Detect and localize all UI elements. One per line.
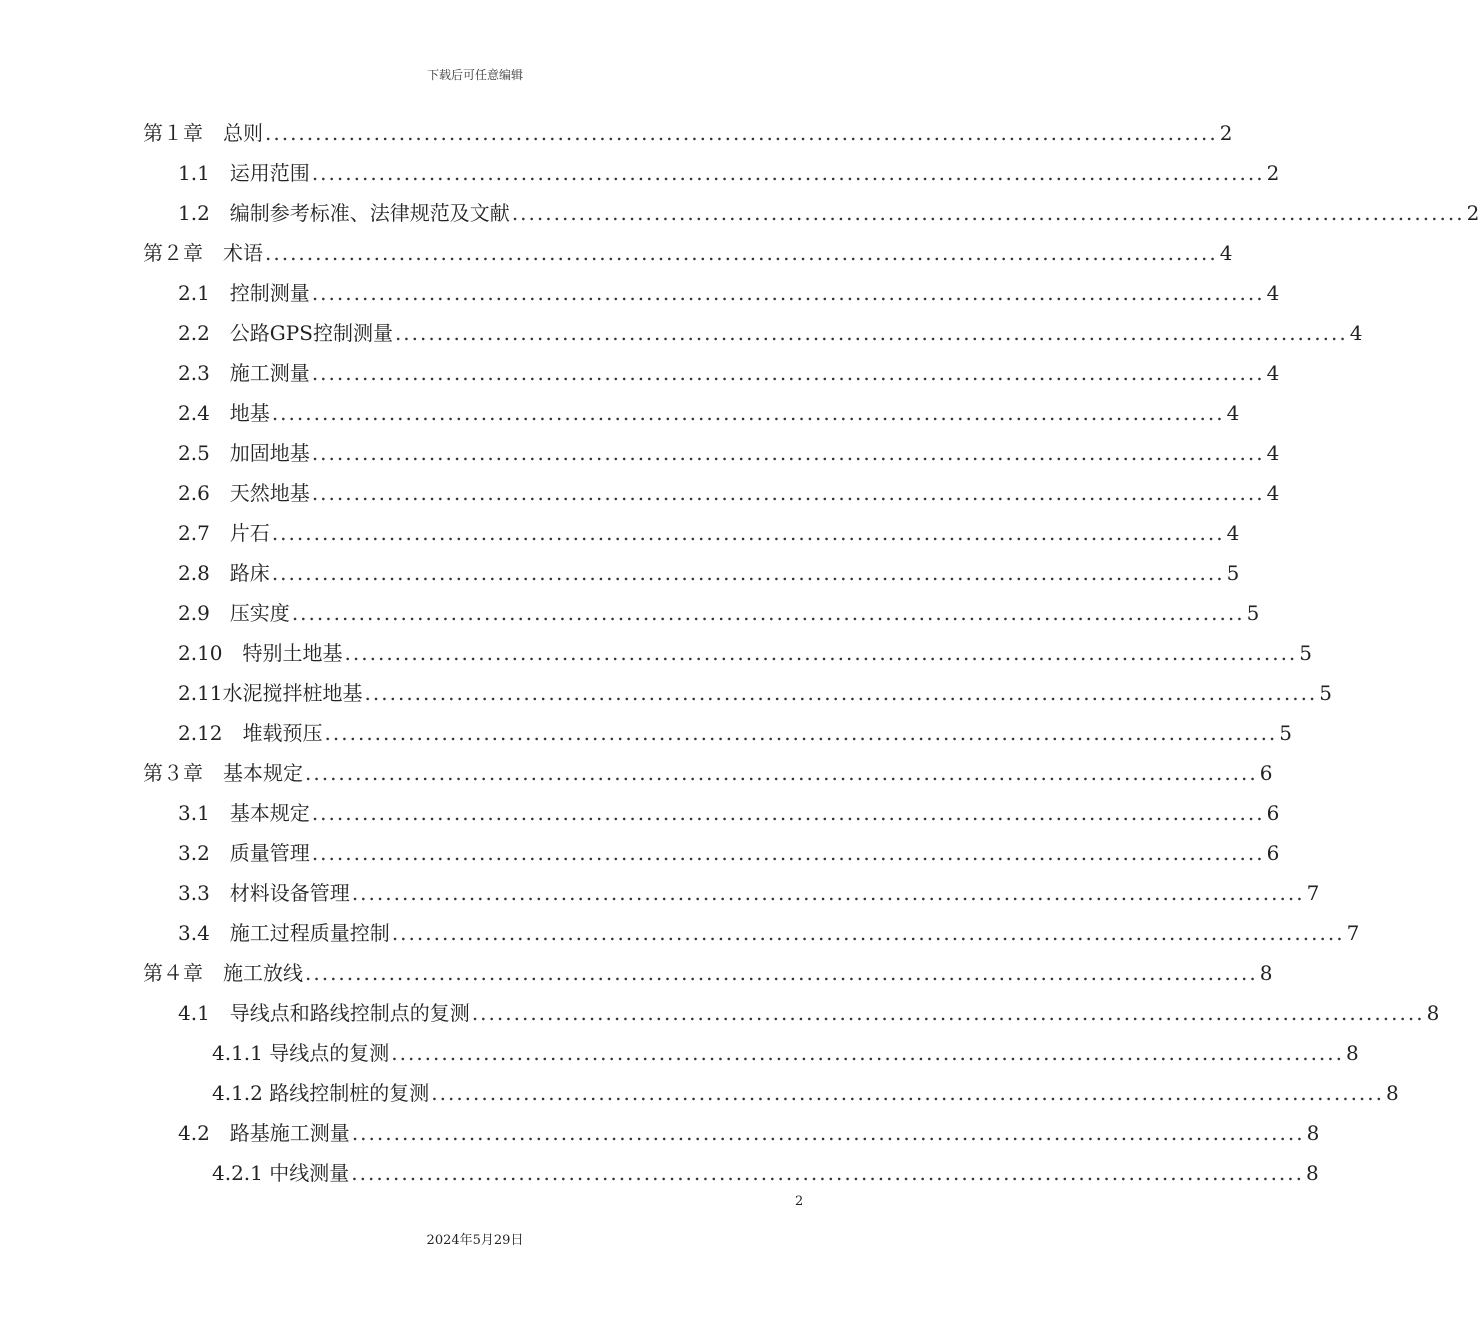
toc-entry[interactable]	[143, 753, 1273, 793]
toc-entry-page: 4	[1266, 361, 1280, 385]
toc-leader-dots: ..................................................................................................................	[351, 1121, 1305, 1145]
toc-entry-title: 2.10 特别土地基	[178, 641, 343, 665]
toc-leader-dots: ..................................................................................................................	[311, 361, 1265, 385]
toc-entry-page: 8	[1306, 1161, 1319, 1185]
toc-leader-dots: ..................................................................................................................	[271, 401, 1225, 425]
toc-entry-title: 4.1.2 路线控制桩的复测	[212, 1081, 430, 1105]
toc-leader-dots: ..................................................................................................................	[311, 161, 1265, 185]
toc-entry-title: 2.4 地基	[178, 401, 270, 425]
toc-entry[interactable]	[178, 913, 1360, 953]
toc-entry-title: 1.1 运用范围	[178, 161, 310, 185]
toc-entry-title: 第１章 总则	[143, 121, 263, 145]
toc-entry[interactable]	[143, 953, 1273, 993]
toc-entry-title: 2.1 控制测量	[178, 281, 310, 305]
toc-entry[interactable]	[178, 273, 1280, 313]
toc-entry[interactable]	[212, 1073, 1399, 1113]
toc-entry[interactable]	[178, 353, 1280, 393]
toc-entry[interactable]	[178, 833, 1280, 873]
toc-leader-dots: ..................................................................................................................	[344, 641, 1298, 665]
toc-leader-dots: ..................................................................................................................	[391, 1041, 1344, 1065]
toc-entry[interactable]	[178, 513, 1240, 553]
toc-entry-title: 2.3 施工测量	[178, 361, 310, 385]
toc-entry-page: 4	[1266, 441, 1280, 465]
toc-entry[interactable]	[178, 593, 1260, 633]
toc-leader-dots: ..................................................................................................................	[265, 241, 1218, 265]
toc-entry[interactable]	[178, 193, 1479, 233]
toc-entry-title: 2.9 压实度	[178, 601, 290, 625]
toc-entry-page: 8	[1386, 1081, 1399, 1105]
toc-leader-dots: ..................................................................................................................	[311, 841, 1265, 865]
toc-leader-dots: ..................................................................................................................	[431, 1081, 1384, 1105]
toc-entry-title: 4.2 路基施工测量	[178, 1121, 350, 1145]
toc-entry[interactable]	[178, 433, 1280, 473]
toc-entry[interactable]	[143, 113, 1233, 153]
toc-entry-page: 6	[1259, 761, 1273, 785]
toc-entry[interactable]	[178, 793, 1280, 833]
toc-entry-page: 4	[1266, 481, 1280, 505]
toc-entry[interactable]	[143, 233, 1233, 273]
toc-leader-dots: ..................................................................................................................	[271, 521, 1225, 545]
toc-entry-title: 第３章 基本规定	[143, 761, 303, 785]
toc-entry-title: 2.7 片石	[178, 521, 270, 545]
toc-entry[interactable]	[178, 673, 1333, 713]
toc-entry-page: 8	[1259, 961, 1273, 985]
toc-entry[interactable]	[178, 1113, 1320, 1153]
toc-entry-page: 5	[1299, 641, 1313, 665]
toc-entry-page: 4	[1349, 321, 1363, 345]
page-number: 2	[795, 1194, 804, 1209]
toc-leader-dots: ..................................................................................................................	[351, 881, 1305, 905]
toc-entry-page: 2	[1466, 201, 1479, 225]
toc-entry-page: 8	[1306, 1121, 1320, 1145]
toc-entry-title: 2.8 路床	[178, 561, 270, 585]
toc-entry-page: 5	[1226, 561, 1240, 585]
toc-entry-page: 5	[1279, 721, 1293, 745]
toc-leader-dots: ..................................................................................................................	[311, 481, 1265, 505]
toc-entry[interactable]	[178, 473, 1280, 513]
toc-leader-dots: ..................................................................................................................	[351, 1161, 1304, 1185]
toc-entry-title: 2.6 天然地基	[178, 481, 310, 505]
toc-entry[interactable]	[178, 393, 1240, 433]
toc-entry-title: 1.2 编制参考标准、法律规范及文献	[178, 201, 510, 225]
toc-entry[interactable]	[178, 313, 1363, 353]
toc-leader-dots: ..................................................................................................................	[311, 801, 1265, 825]
page-footer-date: 2024年5月29日	[426, 1233, 524, 1248]
toc-entry[interactable]	[178, 873, 1320, 913]
toc-entry-page: 6	[1266, 841, 1280, 865]
toc-leader-dots: ..................................................................................................................	[364, 681, 1318, 705]
toc-entry[interactable]	[178, 633, 1313, 673]
toc-leader-dots: ..................................................................................................................	[311, 441, 1265, 465]
toc-leader-dots: ..................................................................................................................	[305, 961, 1258, 985]
toc-entry-page: 4	[1226, 521, 1240, 545]
toc-leader-dots: ..................................................................................................................	[305, 761, 1258, 785]
toc-entry-title: 4.1 导线点和路线控制点的复测	[178, 1001, 470, 1025]
toc-entry-title: 第２章 术语	[143, 241, 263, 265]
toc-entry-page: 2	[1266, 161, 1280, 185]
toc-leader-dots: ..................................................................................................................	[471, 1001, 1425, 1025]
toc-leader-dots: ..................................................................................................................	[265, 121, 1218, 145]
toc-entry-title: 2.5 加固地基	[178, 441, 310, 465]
toc-entry[interactable]	[212, 1033, 1359, 1073]
toc-leader-dots: ..................................................................................................................	[291, 601, 1245, 625]
toc-entry[interactable]	[178, 993, 1440, 1033]
toc-entry[interactable]	[212, 1153, 1319, 1193]
toc-entry-page: 8	[1426, 1001, 1440, 1025]
toc-entry-title: 2.2 公路GPS控制测量	[178, 321, 393, 345]
toc-leader-dots: ..................................................................................................................	[311, 281, 1265, 305]
toc-entry-title: 2.12 堆载预压	[178, 721, 323, 745]
toc-entry-page: 7	[1306, 881, 1320, 905]
toc-leader-dots: ..................................................................................................................	[394, 321, 1348, 345]
toc-leader-dots: ..................................................................................................................	[271, 561, 1225, 585]
toc-entry[interactable]	[178, 553, 1240, 593]
toc-entry[interactable]	[178, 153, 1280, 193]
toc-entry-title: 第４章 施工放线	[143, 961, 303, 985]
toc-leader-dots: ..................................................................................................................	[391, 921, 1345, 945]
toc-entry-page: 4	[1226, 401, 1240, 425]
toc-entry-page: 8	[1346, 1041, 1359, 1065]
toc-entry-page: 2	[1219, 121, 1233, 145]
toc-entry-page: 4	[1266, 281, 1280, 305]
toc-entry-title: 4.2.1 中线测量	[212, 1161, 350, 1185]
toc-entry[interactable]	[178, 713, 1293, 753]
toc-entry-title: 3.3 材料设备管理	[178, 881, 350, 905]
toc-entry-title: 2.11水泥搅拌桩地基	[178, 681, 363, 705]
toc-entry-title: 3.2 质量管理	[178, 841, 310, 865]
toc-entry-page: 7	[1346, 921, 1360, 945]
toc-entry-page: 4	[1219, 241, 1233, 265]
toc-entry-page: 5	[1319, 681, 1333, 705]
toc-leader-dots: ..................................................................................................................	[324, 721, 1278, 745]
toc-entry-page: 6	[1266, 801, 1280, 825]
page-header: 下载后可任意编辑	[426, 68, 523, 82]
toc-entry-page: 5	[1246, 601, 1260, 625]
toc-entry-title: 4.1.1 导线点的复测	[212, 1041, 390, 1065]
toc-entry-title: 3.4 施工过程质量控制	[178, 921, 390, 945]
toc-entry-title: 3.1 基本规定	[178, 801, 310, 825]
toc-leader-dots: ..................................................................................................................	[511, 201, 1465, 225]
